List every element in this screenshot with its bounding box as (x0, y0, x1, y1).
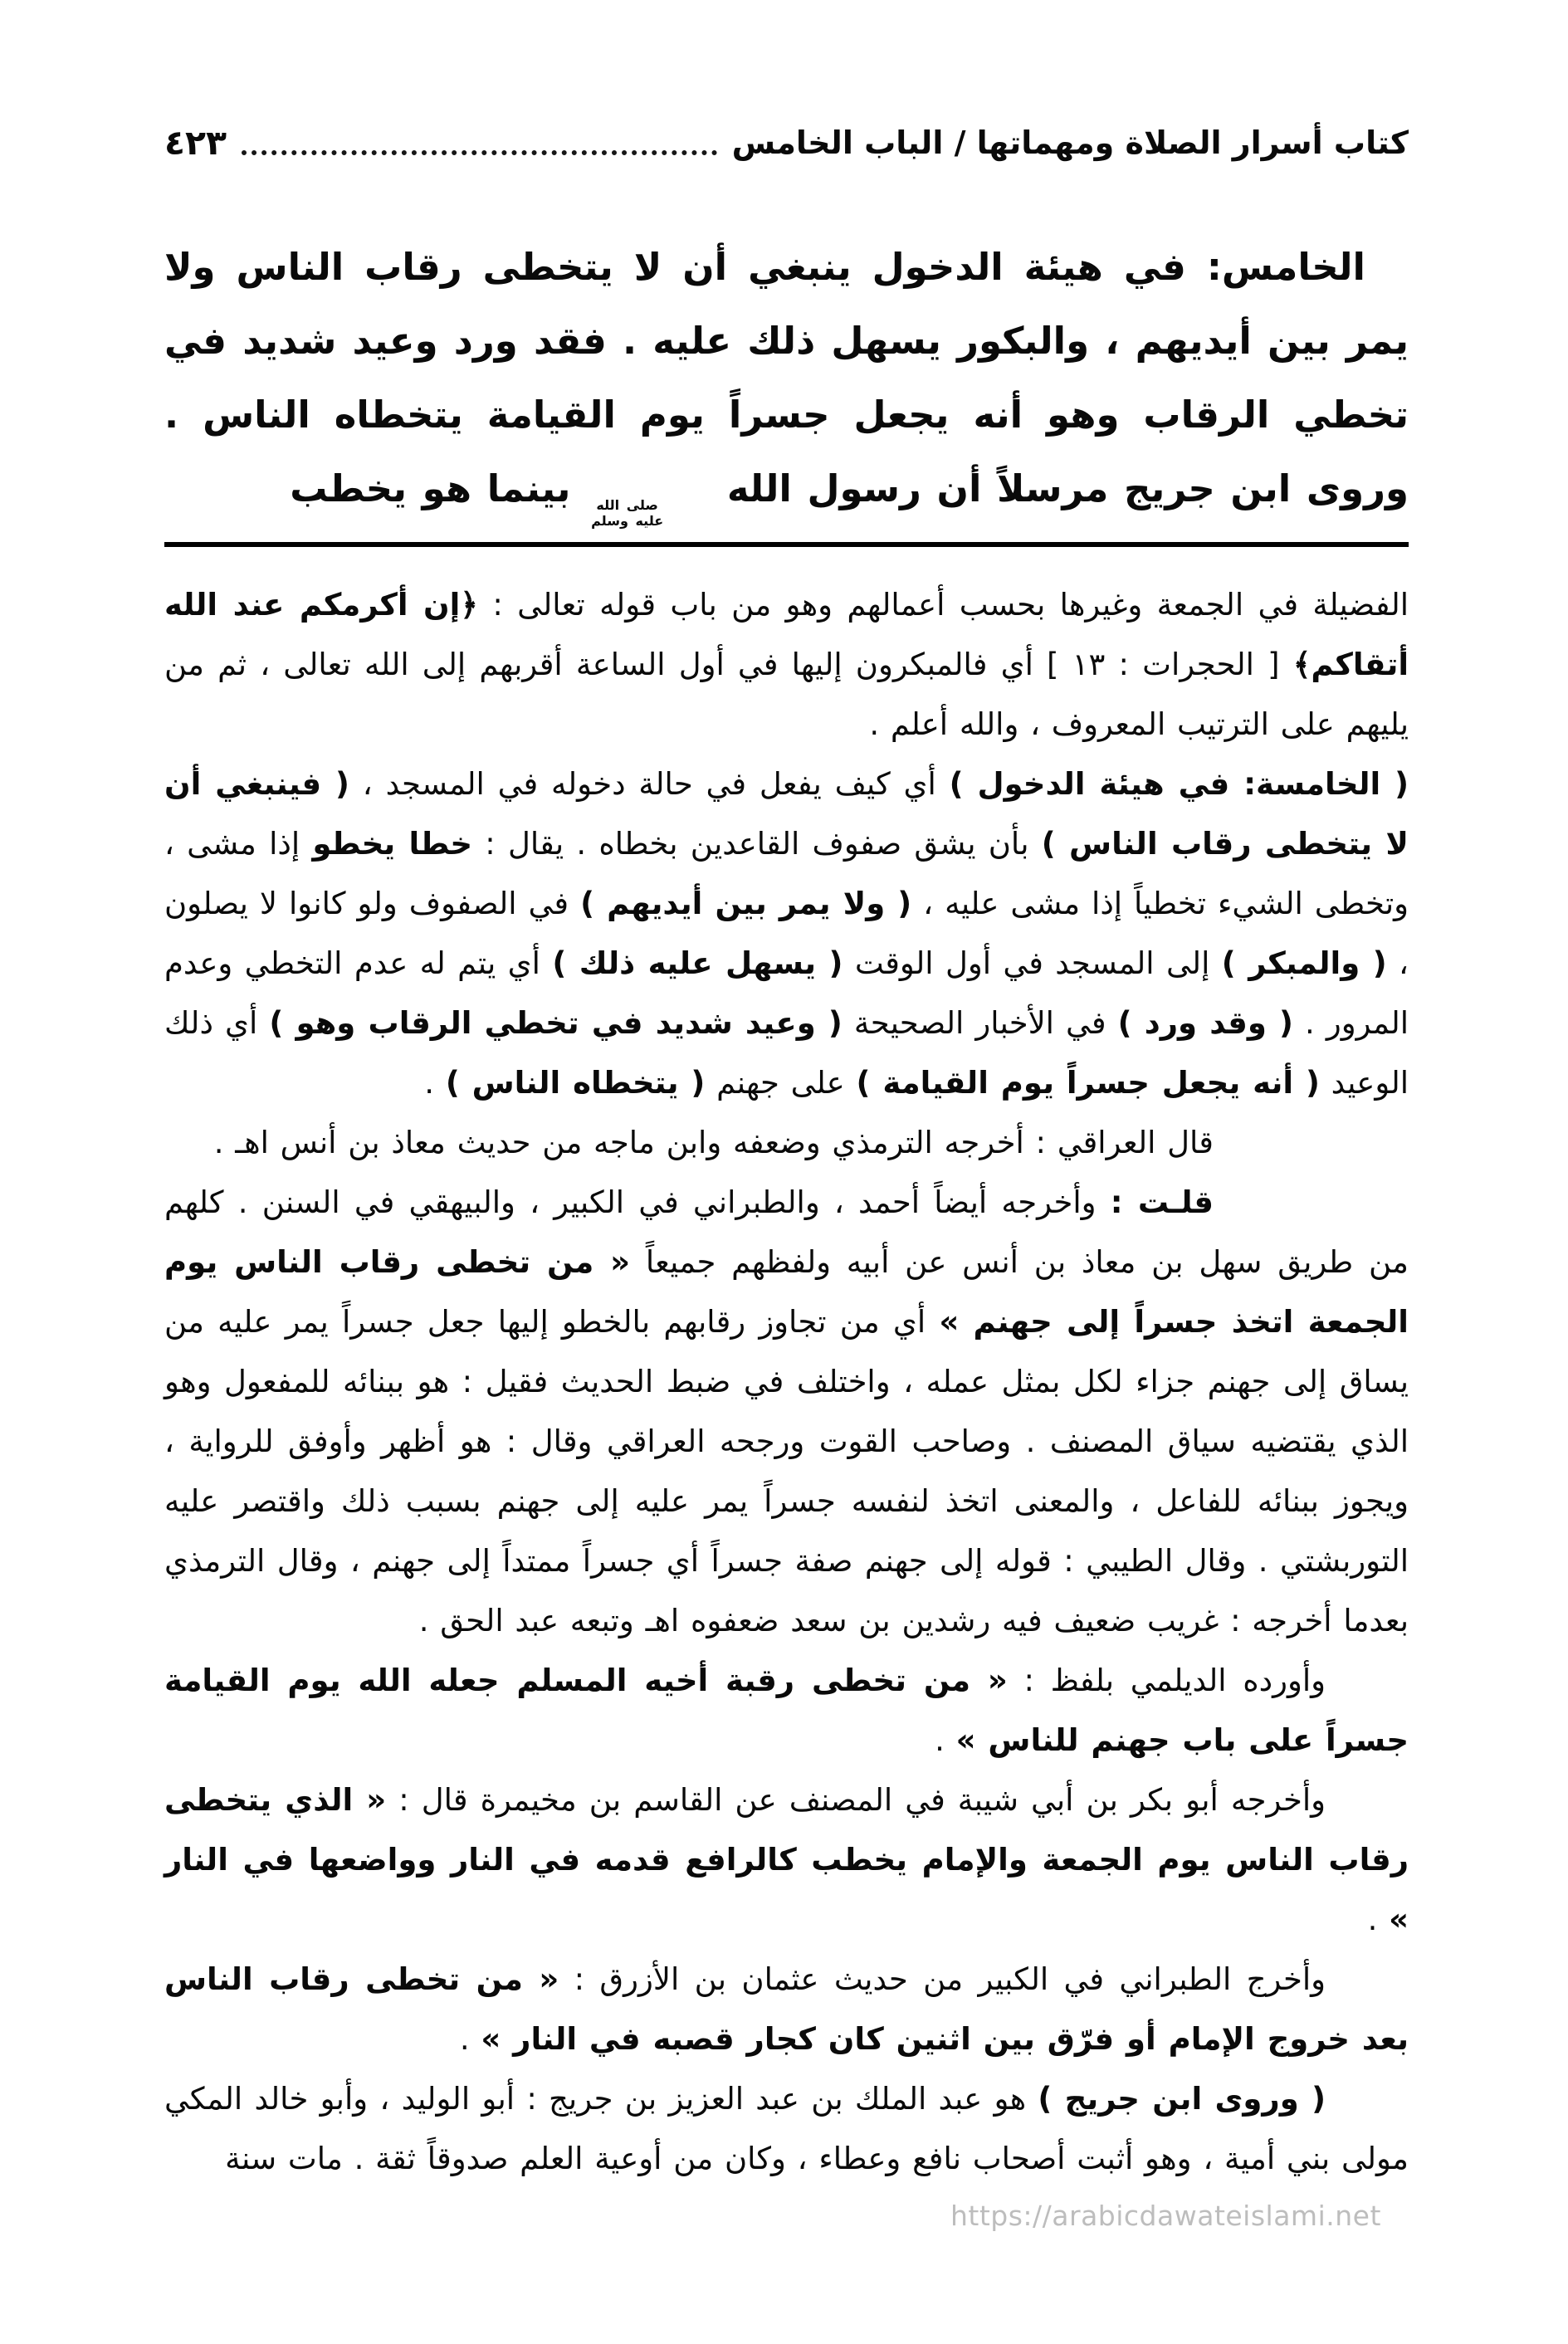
footnote-paragraph-5: وأورده الديلمي بلفظ : « من تخطى رقبة أخيه المسلم جعله الله يوم القيامة جسراً على باب جهنم للناس » . (164, 1663, 1409, 1759)
footnote-paragraph-8: ( وروى ابن جريج ) هو عبد الملك بن عبد العزيز بن جريج : أبو الوليد ، وأبو خالد المكي مولى بني أمية ، وهو أثبت أصحاب نافع وعطاء ، وكان من أوعية العلم صدوقاً ثقة . مات سنة (164, 2081, 1409, 2177)
footnote-paragraph-7: وأخرج الطبراني في الكبير من حديث عثمان بن الأزرق : « من تخطى رقاب الناس بعد خروج الإمام أو فرّق بين اثنين كان كجار قصبه في النار » . (164, 1961, 1409, 2058)
footnote-paragraph-2: ( الخامسة: في هيئة الدخول ) أي كيف يفعل في حالة دخوله في المسجد ، ( فينبغي أن لا يتخطى رقاب الناس ) بأن يشق صفوف القاعدين بخطاه . يقال : خطا يخطو إذا مشى ، وتخطى الشيء تخطياً إذا مشى عليه ، ( ولا يمر بين أيديهم ) في الصفوف ولو كانوا لا يصلون ، ( والمبكر ) إلى المسجد في أول الوقت ( يسهل عليه ذلك ) أي يتم له عدم التخطي وعدم المرور . ( وقد ورد ) في الأخبار الصحيحة ( وعيد شديد في تخطي الرقاب وهو ) أي ذلك الوعيد ( أنه يجعل جسراً يوم القيامة ) على جهنم ( يتخطاه الناس ) . (164, 766, 1409, 1101)
footnote-separator-rule (164, 542, 1409, 547)
main-paragraph: الخامس: في هيئة الدخول ينبغي أن لا يتخطى رقاب الناس ولا يمر بين أيديهم ، والبكور يسهل ذلك عليه . فقد ورد وعيد شديد في تخطي الرقاب وهو أنه يجعل جسراً يوم القيامة يتخطاه الناس . وروى ابن جريج مرسلاً أن رسول الله صلى الله عليه وسلم بينما هو يخطب (164, 245, 1409, 530)
honorific-seal: صلى الله عليه وسلم (591, 497, 664, 530)
footnote-paragraph-3: قال العراقي : أخرجه الترمذي وضعفه وابن ماجه من حديث معاذ بن أنس اهـ . (213, 1125, 1214, 1161)
running-header (164, 123, 1409, 164)
dotted-leader (242, 150, 717, 155)
main-text-block (164, 230, 1409, 529)
watermark-url: https://arabicdawateislami.net (950, 2200, 1381, 2232)
page-number: ٤٢٣ (164, 123, 227, 164)
commentary-footnotes (164, 575, 1409, 2189)
footnote-paragraph-1: الفضيلة في الجمعة وغيرها بحسب أعمالهم وهو من باب قوله تعالى : ﴿إن أكرمكم عند الله أتقاكم﴾ [ الحجرات : ١٣ ] أي فالمبكرون إليها في أول الساعة أقربهم إلى الله تعالى ، ثم من يليهم على الترتيب المعروف ، والله أعلم . (164, 587, 1409, 743)
footnote-paragraph-4: قلـت : وأخرجه أيضاً أحمد ، والطبراني في الكبير ، والبيهقي في السنن . كلهم من طريق سهل بن معاذ بن أنس عن أبيه ولفظهم جميعاً « من تخطى رقاب الناس يوم الجمعة اتخذ جسراً إلى جهنم » أي من تجاوز رقابهم بالخطو إليها جعل جسراً يمر عليه من يساق إلى جهنم جزاء لكل بمثل عمله ، واختلف في ضبط الحديث فقيل : هو ببنائه للمفعول وهو الذي يقتضيه سياق المصنف . وصاحب القوت ورجحه العراقي وقال : هو أظهر وأوفق للرواية ، ويجوز ببنائه للفاعل ، والمعنى اتخذ لنفسه جسراً يمر عليه إلى جهنم بسبب ذلك واقتصر عليه التوربشتي . وقال الطيبي : قوله إلى جهنم صفة جسراً أي جسراً ممتداً إلى جهنم ، وقال الترمذي بعدما أخرجه : غريب ضعيف فيه رشدين بن سعد ضعفوه اهـ وتبعه عبد الحق . (164, 1184, 1409, 1639)
footnote-paragraph-6: وأخرجه أبو بكر بن أبي شيبة في المصنف عن القاسم بن مخيمرة قال : « الذي يتخطى رقاب الناس يوم الجمعة والإمام يخطب كالرافع قدمه في النار وواضعها في النار » . (164, 1782, 1409, 1938)
page-content (164, 123, 1409, 2189)
header-title: كتاب أسرار الصلاة ومهماتها / الباب الخامس (731, 125, 1409, 161)
